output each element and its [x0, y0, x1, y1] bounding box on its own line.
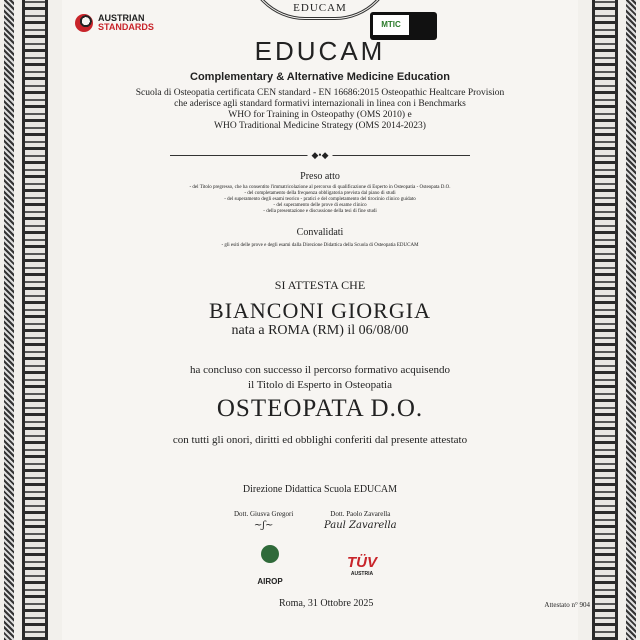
list-item: - del Titolo pregresso, che ha consentito l'immatricolazione al percorso di qualificazione di Esperto in Osteopatia - Osteopata D.O. — [189, 185, 451, 190]
list-item: - del completamento della frequenza obbligatoria prevista dal piano di studi — [244, 191, 396, 196]
preso-atto-list — [62, 185, 578, 215]
educam-seal: EDUCAM — [245, 0, 395, 20]
convalidati-item: - gli esiti delle prove e degli esami dalla Direzione Didattica della Scuola di Osteopatia EDUCAM — [221, 243, 419, 248]
ornamental-divider — [170, 150, 470, 160]
right-border-ornament — [578, 0, 640, 640]
completion-text — [62, 363, 578, 393]
intro-line: che aderisce agli standard formativi internazionali in linea con i Benchmarks — [174, 99, 466, 109]
rights-text: con tutti gli onori, diritti ed obblighi conferiti dal presente attestato — [172, 434, 468, 446]
signature-gregori — [234, 510, 293, 531]
intro-line: WHO for Training in Osteopathy (OMS 2010) e — [228, 110, 412, 120]
intro-line: WHO Traditional Medicine Strategy (OMS 2014-2023) — [214, 121, 426, 131]
logo-text: AUSTRIA — [350, 571, 374, 577]
convalidati-heading: Convalidati — [296, 227, 344, 238]
logo-text: AUSTRIAN — [98, 13, 145, 23]
intro-line: Scuola di Osteopatia certificata CEN standard - EN 16686:2015 Osteopathic Healtcare Provision — [135, 88, 505, 98]
list-item: - del superamento delle prove di esame clinico — [273, 203, 367, 208]
signature-scribble: ~ʃ~ — [253, 520, 274, 531]
left-border-ornament — [0, 0, 62, 640]
logo-text: MTIC — [373, 15, 409, 35]
certificate-body — [62, 0, 590, 640]
divider-ornament: ◆•◆ — [308, 150, 333, 161]
list-item: - della presentazione e discussione della tesi di fine studi — [263, 209, 377, 214]
recipient-name: BIANCONI GIORGIA — [209, 298, 431, 323]
subtitle: Complementary & Alternative Medicine Education — [190, 71, 450, 83]
tuv-austria-logo — [347, 554, 377, 577]
certificate-number: Attestato n° 904 — [544, 601, 590, 609]
austrian-standards-logo — [75, 14, 154, 32]
intro-text — [62, 88, 578, 132]
birth-info: nata a ROMA (RM) il 06/08/00 — [231, 323, 409, 338]
signature-zavarella — [324, 510, 397, 531]
completion-line: il Titolo di Esperto in Osteopatia — [248, 379, 392, 391]
signature-scribble: Paul Zavarella — [324, 520, 397, 531]
airop-logo — [255, 545, 285, 586]
attestation-heading: SI ATTESTA CHE — [274, 278, 366, 292]
direction-label: Direzione Didattica Scuola EDUCAM — [242, 484, 398, 495]
completion-line: ha concluso con successo il percorso formativo acquisendo — [190, 364, 450, 376]
logo-text: STANDARDS — [98, 22, 154, 32]
logo-text: TÜV — [347, 554, 377, 571]
awarded-title: OSTEOPATA D.O. — [216, 395, 424, 422]
signatory-name: Dott. Giusva Gregori — [234, 510, 294, 518]
globe-icon — [261, 545, 279, 563]
issue-date: Roma, 31 Ottobre 2025 — [279, 598, 374, 609]
austrian-standards-icon — [75, 14, 93, 32]
brand-title: EDUCAM — [254, 36, 386, 66]
logo-text: AIROP — [257, 577, 283, 586]
preso-atto-heading: Preso atto — [300, 171, 340, 182]
list-item: - del superamento degli esami teorico - pratici e del completamento del tirocinio clinico guidato — [224, 197, 416, 202]
signatory-name: Dott. Paolo Zavarella — [330, 510, 391, 518]
